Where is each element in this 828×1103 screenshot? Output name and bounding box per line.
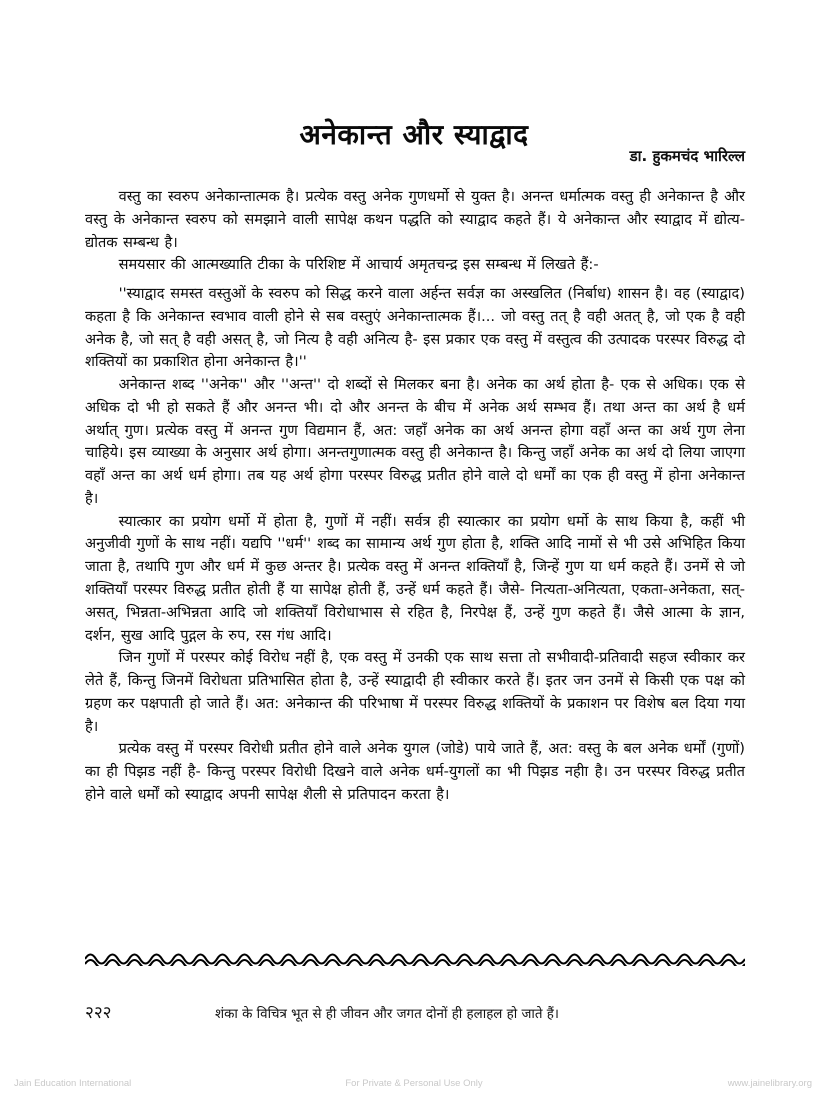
library-website: www.jainelibrary.org — [727, 1077, 812, 1089]
body-text-column — [85, 186, 745, 807]
page-number: २२२ — [85, 1003, 112, 1023]
paragraph: स्यात्कार का प्रयोग धर्मो में होता है, गुणों में नहीं। सर्वत्र ही स्यात्कार का प्रयोग धर्मो के साथ किया है, कहीं भी अनुजीवी गुणों के साथ नहीं। यद्यपि ''धर्म'' शब्द का सामान्य अर्थ गुण होता है, शक्ति आदि नामों से भी उसे अभिहित किया जाता है, तथापि गुण और धर्म में कुछ अन्तर है। प्रत्येक वस्तु में अनन्त शक्तियाँ है, जिन्हें गुण या धर्म कहते हैं। उनमें से जो शक्तियाँ परस्पर विरुद्ध प्रतीत होती हैं या सापेक्ष होती हैं, उन्हें धर्म कहते हैं। जैसे- नित्यता-अनित्यता, एकता-अनेकता, सत्-असत्, भिन्नता-अभिन्नता आदि जो शक्तियाँ विरोधाभास से रहित है, निरपेक्ष हैं, उन्हें गुण कहते हैं। जैसे आत्मा के ज्ञान, दर्शन, सुख आदि पुद्गल के रुप, रस गंध आदि। — [85, 512, 745, 644]
wavy-divider-ornament — [85, 948, 745, 966]
footer-quote-line: शंका के विचित्र भूत से ही जीवन और जगत दोनों ही हलाहल हो जाते हैं। — [215, 1007, 559, 1022]
block-quote: ''स्याद्वाद समस्त वस्तुओं के स्वरुप को सिद्ध करने वाला अर्हन्त सर्वज्ञ का अस्खलित (निर्बाध) शासन है। वह (स्याद्वाद) कहता है कि अनेकान्त स्वभाव वाली होने से सब वस्तुएं अनेकान्तात्मक हैं।... जो वस्तु तत् है वही अतत् है, जो एक है वही अनेक है, जो सत् है वही असत् है, जो नित्य है वही अनित्य है- इस प्रकार एक वस्तु में वस्तुत्व की उत्पादक परस्पर विरुद्ध दो शक्तियों का प्रकाशित होना अनेकान्त है।'' — [85, 285, 745, 371]
page-title: अनेकान्त और स्याद्वाद — [299, 117, 529, 151]
paragraph: अनेकान्त शब्द ''अनेक'' और ''अन्त'' दो शब्दों से मिलकर बना है। अनेक का अर्थ होता है- एक से अधिक। एक से अधिक दो भी हो सकते हैं और अनन्त भी। दो और अनन्त के बीच में अनेक अर्थ सम्भव हैं। तथा अन्त का अर्थ है धर्म अर्थात् गुण। प्रत्येक वस्तु में अनन्त गुण विद्यमान हैं, अत: जहाँ अनेक का अर्थ अनन्त होगा वहाँ अन्त का अर्थ गुण लेना चाहिये। इस व्याख्या के अनुसार अर्थ होगा। अनन्तगुणात्मक वस्तु ही अनेकान्त है। किन्तु जहाँ अनेक का अर्थ दो लिया जाएगा वहाँ अन्त का अर्थ धर्म होगा। तब यह अर्थ होगा परस्पर विरुद्ध प्रतीत होने वाले दो धर्मों का एक ही वस्तु में होना अनेकान्त है। — [85, 376, 745, 507]
footer-row — [85, 1000, 745, 1023]
author-byline: डा. हुकमचंद भारिल्ल — [629, 147, 745, 165]
paragraph: वस्तु का स्वरुप अनेकान्तात्मक है। प्रत्येक वस्तु अनेक गुणधर्मो से युक्त है। अनन्त धर्मात्मक वस्तु ही अनेकान्त है और वस्तु के अनेकान्त स्वरुप को समझाने वाली सापेक्ष कथन पद्धति को स्याद्वाद कहते हैं। ये अनेकान्त और स्याद्वाद में द्योत्य-द्योतक सम्बन्ध है। — [85, 188, 745, 251]
paragraph: समयसार की आत्मख्याति टीका के परिशिष्ट में आचार्य अमृतचन्द्र इस सम्बन्ध में लिखते हैं:- — [118, 256, 599, 274]
paragraph: जिन गुणों में परस्पर कोई विरोध नहीं है, एक वस्तु में उनकी एक साथ सत्ता तो सभीवादी-प्रतिवादी सहज स्वीकार कर लेते हैं, किन्तु जिनमें विरोधता प्रतिभासित होता है, उन्हें स्याद्वादी ही स्वीकार करते हैं। इतर जन उनमें से किसी एक पक्ष को ग्रहण कर पक्षपाती हो जाते हैं। अत: अनेकान्त की परिभाषा में परस्पर विरुद्ध शक्तियों के प्रकाशन पर विशेष बल दिया गया है। — [85, 649, 745, 735]
library-attribution-strip — [0, 1072, 828, 1094]
usage-notice: For Private & Personal Use Only — [345, 1077, 483, 1089]
library-name: Jain Education International — [14, 1077, 132, 1089]
paragraph: प्रत्येक वस्तु में परस्पर विरोधी प्रतीत होने वाले अनेक युगल (जोडे) पाये जाते हैं, अत: वस्तु के बल अनेक धर्मों (गुणों) का ही पिझड नहीं है- किन्तु परस्पर विरोधी दिखने वाले अनेक धर्म-युगलों का भी पिझड नहीा है। उन परस्पर विरुद्ध प्रतीत होने वाले धर्मों को स्याद्वाद अपनी सापेक्ष शैली से प्रतिपादन करता है। — [85, 740, 745, 803]
